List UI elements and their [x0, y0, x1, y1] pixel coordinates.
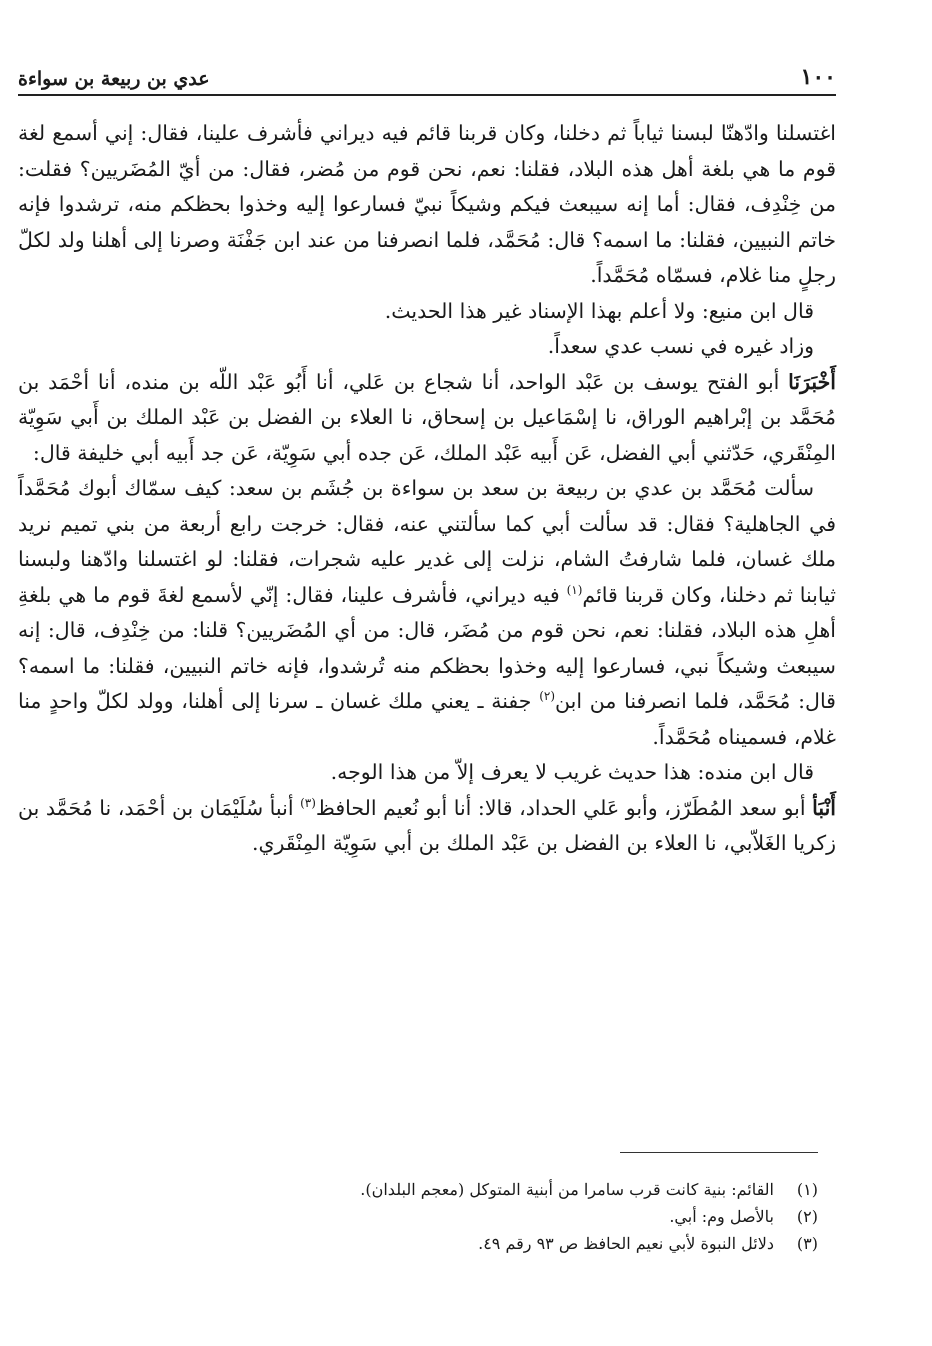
footnote	[18, 1203, 818, 1230]
paragraph-text: فيه ديراني، فأشرف علينا، فقال: إنّي لأسمع لغةَ قوم ما هي بلغةِ أهلِ هذه البلاد، فقلنا: نعم، نحن قوم من مُضَر، قال: من أي المُضَريين؟ قلنا: من خِنْدِف، قال: إنه سيبعث وشيكاً نبي، فسارعوا إليه وخذوا بحظكم منه تُرشدوا، فإنه خاتم النبيين، فقلنا: ما اسمه؟ قال: مُحَمَّد، فلما انصرفنا من ابن	[18, 582, 836, 713]
paragraph-text: أبو الفتح يوسف بن عَبْد الواحد، أنا شجاع بن عَلي، أنا أَبُو عَبْد اللّه بن منده، أنا أحْمَد بن مُحَمَّد بن إبْراهيم الوراق، نا إسْمَاعيل بن إسحاق، نا العلاء بن الفضل بن عَبْد الملك بن أَبي سَوِيّة المِنْقَري، حَدّثني أبي الفضل، عَن أَبيه عَبْد الملك، عَن جده أبي سَوِيّة، عَن جد أَبيه أبي خليفة قال:	[18, 369, 836, 465]
paragraph-text: أبو سعد المُطَرّز، وأبو عَلي الحداد، قالا: أنا أبو نُعيم الحافظ	[315, 795, 813, 820]
main-text	[18, 116, 836, 862]
isnad-lead-word: أَخْبَرَنَا	[788, 369, 836, 394]
paragraph-text: أنبأ سُلَيْمَان بن أحْمَد، نا مُحَمَّد بن زكريا الغَلاّبي، نا العلاء بن الفضل بن عَبْد الملك بن أبي سَوِيّة المِنْقَري.	[18, 795, 836, 855]
page-number: ١٠٠	[800, 64, 836, 90]
footnote-marker: (١)	[566, 582, 583, 597]
footnote-text: بالأصل وم: أبي.	[669, 1207, 774, 1226]
paragraph: وزاد غيره في نسب عدي سعداً.	[547, 334, 814, 358]
footnote-number: (١)	[796, 1180, 818, 1199]
paragraph: قال ابن منده: هذا حديث غريب لا يعرف إلاّ من هذا الوجه.	[330, 760, 814, 784]
paragraph	[18, 365, 836, 472]
footnote	[18, 1176, 818, 1203]
paragraph: قال ابن منيع: ولا أعلم بهذا الإسناد غير هذا الحديث.	[384, 298, 814, 323]
footnote-text: دلائل النبوة لأبي نعيم الحافظ ص ٩٣ رقم ٤٩.	[478, 1234, 774, 1253]
paragraph-text: سألت مُحَمَّد بن عدي بن ربيعة بن سعد بن سواءة بن جُشَم بن سعد: كيف سمّاك أبوك مُحَمَّداً في الجاهلية؟ فقال: قد سألت أبي كما سألتني عنه، فقال: خرجت رابع أربعة من بني تميم نريد ملك غسان، فلما شارفتُ الشام، نزلت إلى غدير عليه شجرات، فقلنا: لو اغتسلنا وادّهنا ولبسنا ثيابنا ثم دخلنا، وكان قربنا قائم	[18, 476, 836, 607]
isnad-lead-word: أَنْبَأ	[812, 795, 836, 820]
footnote-marker: (٢)	[539, 689, 556, 704]
paragraph-text: جفنة ـ يعني ملك غسان ـ سرنا إلى أهلنا، وولد لكلّ واحدٍ منا غلام، فسميناه مُحَمَّداً.	[18, 689, 836, 749]
running-head: عدي بن ربيعة بن سواءة	[18, 68, 210, 90]
paragraph: اغتسلنا وادّهنّا لبسنا ثياباً ثم دخلنا، وكان قربنا قائم فيه ديراني فأشرف علينا، فقال: إني أسمع لغة قوم ما هي بلغة أهل هذه البلاد، فقلنا: نعم، نحن قوم من مُضر، فقال: من أيّ المُضَريين؟ فقلت: من خِنْدِف، فقال: أما إنه سيبعث فيكم وشيكاً نبيّ فسارعوا إليه وخذوا بحظكم منه، ترشدوا فإنه خاتم النبيين، فقلنا: ما اسمه؟ قال: مُحَمَّد، فلما انصرفنا من عند ابن جَفْنَة وصرنا إلى أهلنا ولد لكلّ رجلٍ منا غلام، فسمّاه مُحَمَّداً.	[18, 121, 836, 287]
page-header	[18, 58, 836, 96]
footnote-number: (٢)	[796, 1207, 818, 1226]
footnote-divider	[620, 1152, 818, 1153]
footnote-marker: (٣)	[300, 795, 316, 810]
footnote-text: القائم: بنية كانت قرب سامرا من أبنية المتوكل (معجم البلدان).	[360, 1180, 774, 1199]
paragraph	[18, 791, 836, 862]
footnotes	[18, 1176, 818, 1257]
paragraph	[18, 471, 836, 755]
footnote-number: (٣)	[796, 1234, 818, 1253]
footnote	[18, 1230, 818, 1257]
